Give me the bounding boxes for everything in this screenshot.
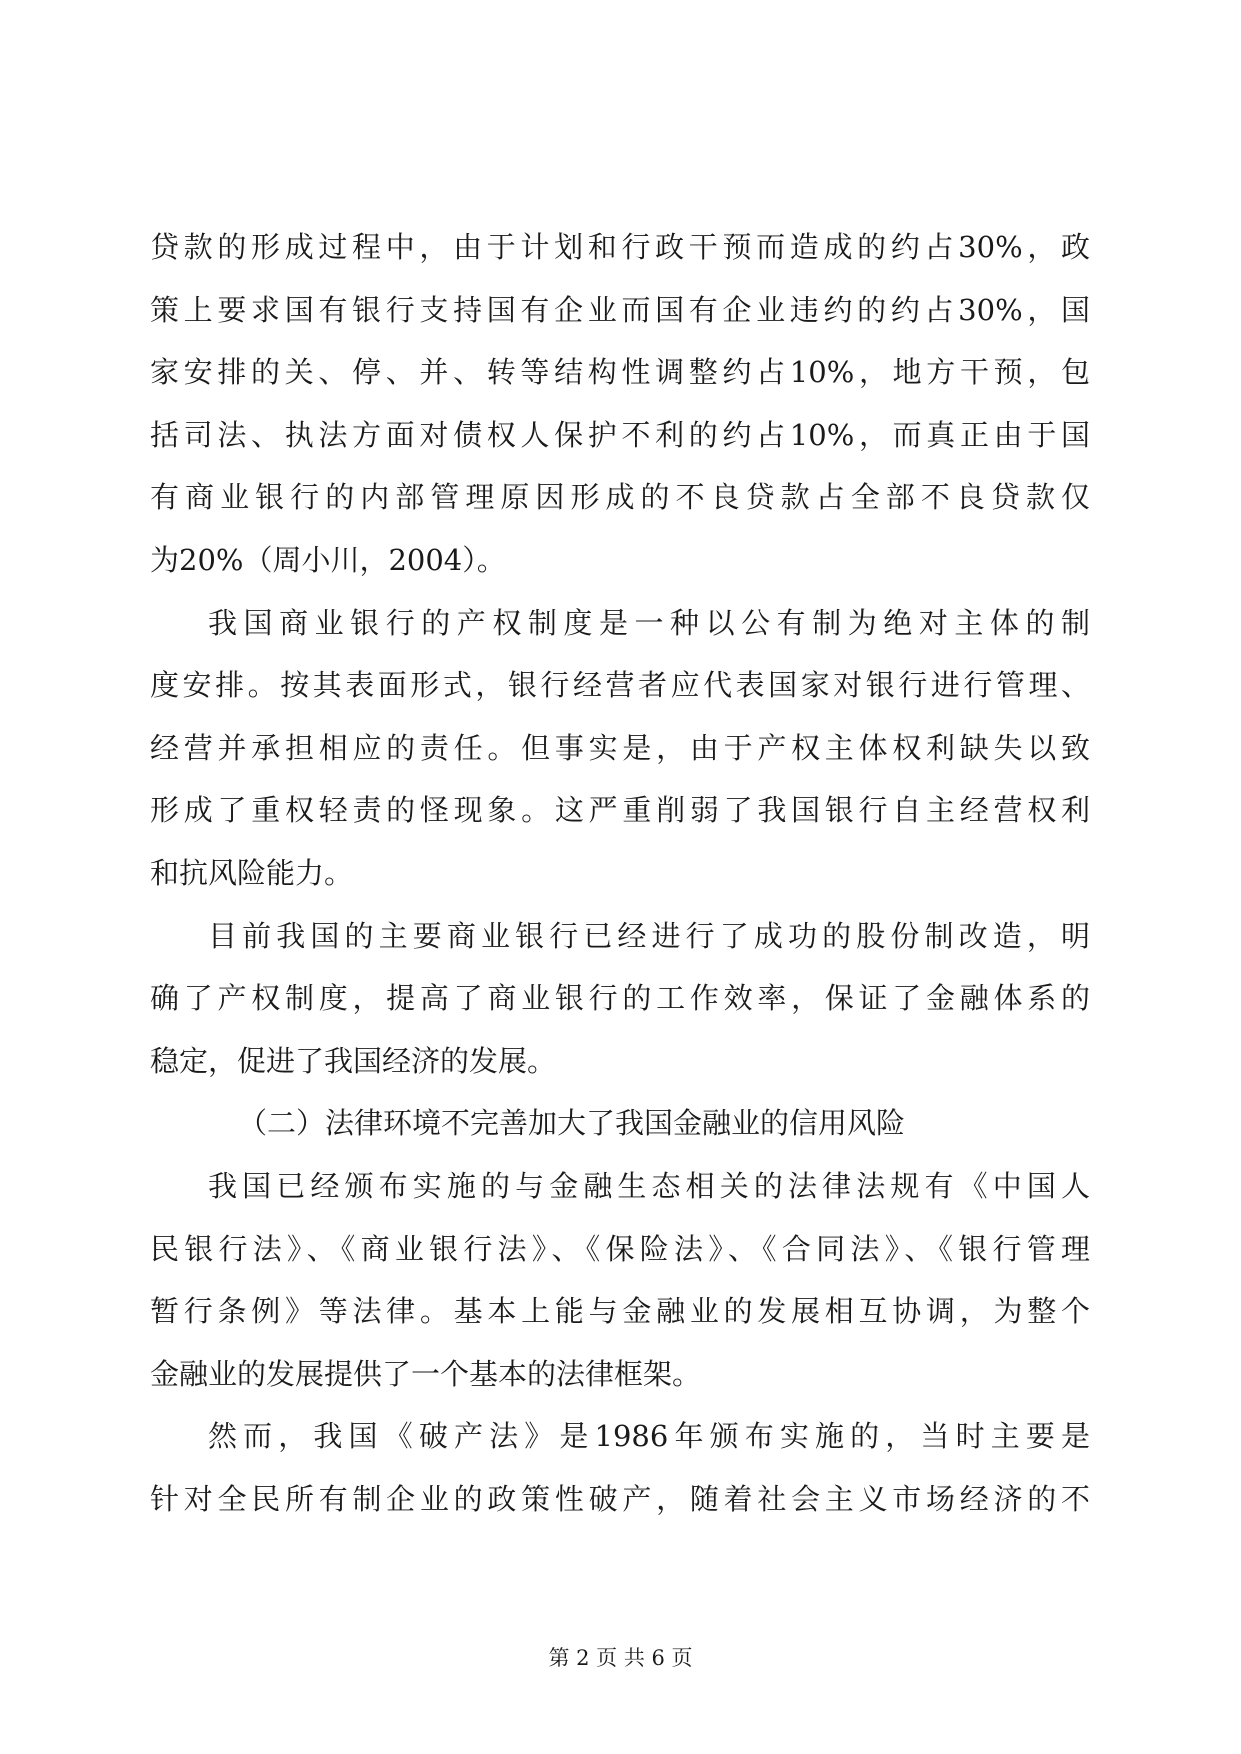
text-line: 和抗风险能力。	[150, 855, 354, 890]
text-line: 为20%（周小川，2004）。	[150, 542, 506, 577]
text-line: 策上要求国有银行支持国有企业而国有企业违约的约占30%，国	[150, 292, 1090, 327]
text-line: 稳定，促进了我国经济的发展。	[150, 1043, 557, 1078]
page-number-footer: 第 2 页 共 6 页	[548, 1646, 693, 1670]
text-line: 确了产权制度，提高了商业银行的工作效率，保证了金融体系的	[150, 981, 1090, 1016]
text-line: 暂行条例》等法律。基本上能与金融业的发展相互协调，为整个	[150, 1294, 1090, 1329]
paragraph-first-line: 我国商业银行的产权制度是一种以公有制为绝对主体的制	[208, 605, 1090, 640]
text-line: 括司法、执法方面对债权人保护不利的约占10%，而真正由于国	[150, 417, 1090, 452]
text-line: 金融业的发展提供了一个基本的法律框架。	[150, 1356, 702, 1391]
text-line: 经营并承担相应的责任。但事实是，由于产权主体权利缺失以致	[150, 730, 1090, 765]
paragraph-first-line: 然而，我国《破产法》是1986年颁布实施的，当时主要是	[208, 1419, 1090, 1454]
text-line: 度安排。按其表面形式，银行经营者应代表国家对银行进行管理、	[150, 668, 1090, 703]
paragraph-first-line: 目前我国的主要商业银行已经进行了成功的股份制改造，明	[208, 918, 1090, 953]
document-body	[150, 216, 1090, 1530]
text-line: 民银行法》、《商业银行法》、《保险法》、《合同法》、《银行管理	[150, 1231, 1090, 1266]
text-line: 形成了重权轻责的怪现象。这严重削弱了我国银行自主经营权利	[150, 793, 1090, 828]
text-line: 贷款的形成过程中，由于计划和行政干预而造成的约占30%，政	[150, 230, 1090, 264]
text-line: 家安排的关、停、并、转等结构性调整约占10%，地方干预，包	[150, 355, 1090, 390]
section-heading: （二）法律环境不完善加大了我国金融业的信用风险	[238, 1106, 906, 1141]
text-line: 有商业银行的内部管理原因形成的不良贷款占全部不良贷款仅	[150, 480, 1090, 515]
paragraph-first-line: 我国已经颁布实施的与金融生态相关的法律法规有《中国人	[208, 1168, 1090, 1203]
text-line: 针对全民所有制企业的政策性破产，随着社会主义市场经济的不	[150, 1481, 1090, 1516]
